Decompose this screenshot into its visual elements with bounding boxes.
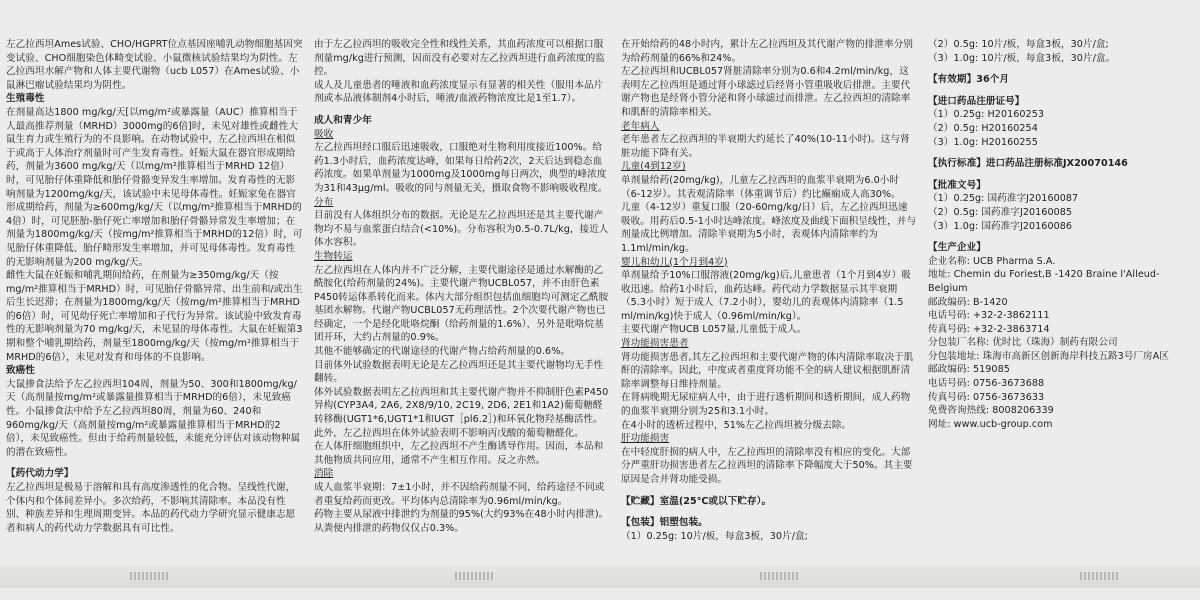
paragraph: 主要代谢产物UCB L057量,儿童低于成人。 xyxy=(621,324,807,336)
paragraph: 肾功能损害患者,其左乙拉西坦和主要代谢产物的体内清除率取决于肌酐的清除率。因此，中度或者重度肾功能不全的病人建议根据肌酐清除率调整每日维持剂量。 xyxy=(621,351,914,390)
print-mark xyxy=(760,572,800,580)
column-4 xyxy=(928,38,1194,558)
paragraph: 老年患者左乙拉西坦的半衰期大约延长了40%(10-11小时)。这与肾脏功能下降有关。 xyxy=(621,134,910,159)
subsection-heading: 婴儿和幼儿(1个月到4岁) xyxy=(621,256,728,268)
section-heading: 【有效期】36个月 xyxy=(928,74,1009,86)
paragraph: （1）0.25g: H20160253 xyxy=(928,109,1045,121)
paragraph: 大鼠掺食法给予左乙拉西坦104周，剂量为50、300和1800mg/kg/天（高剂量按mg/m²或暴露量推算相当于MRHD的6倍），未见致癌性。小鼠掺食法中给予左乙拉西坦80周，剂量为60、240和960mg/kg/天（高剂量按mg/m²或暴露量推算相当于MRHD的2倍），未见致癌性。但由于给药剂量较低，未能充分评估对该动物种属的潜在致癌性。 xyxy=(6,378,301,458)
paragraph: 在人体肝细胞组织中，左乙拉西坦不产生酶诱导作用。因而，本品和其他物质共同应用，通常不产生相互作用。反之亦然。 xyxy=(314,441,604,466)
column-2 xyxy=(314,38,610,543)
section-heading: 成人和青少年 xyxy=(314,114,372,126)
print-mark xyxy=(455,572,495,580)
subsection-heading: 消除 xyxy=(314,468,334,480)
section-heading: 【进口药品注册证号】 xyxy=(928,95,1025,107)
paragraph: 地址: Chemin du Foriest,B -1420 Braine l'Alleud-Belgium xyxy=(928,269,1160,294)
paragraph: （1）0.25g: 10片/板，每盒3板，30片/盒; xyxy=(621,530,808,542)
paragraph: 分包装厂名称: 优时比（珠海）制药有限公司 xyxy=(928,337,1118,349)
subsection-heading: 肾功能损害患者 xyxy=(621,338,689,350)
paragraph: 网址: www.ucb-group.com xyxy=(928,418,1053,430)
paragraph: 儿童（4-12岁）重复口服（20-60mg/kg/日）后，左乙拉西坦迅速吸收。用药后0.5-1小时达峰浓度。峰浓度及曲线下面积呈线性，并与剂量成比例增加。清除半衰期为5小时，表观体内清除率约为1.1ml/min/kg。 xyxy=(621,202,917,254)
paragraph-gap xyxy=(928,87,1194,95)
paragraph: 成人血浆半衰期：7±1小时，并不因给药剂量不同，给药途径不同或者重复给药而更改。平均体内总清除率为0.96ml/min/kg。 xyxy=(314,482,605,507)
paragraph: 单剂量给药(20mg/kg)，儿童左乙拉西坦的血浆半衰期为6.0小时（6-12岁）。其表观清除率（体重调节后）约比癫痫成人高30%。 xyxy=(621,174,901,200)
paragraph-gap xyxy=(928,65,1194,73)
subsection-heading: 生物转运 xyxy=(314,250,353,262)
paragraph: （3）1.0g: 国药准字J20160086 xyxy=(928,220,1073,232)
section-heading: 【包装】铝塑包装。 xyxy=(621,517,708,529)
column-1 xyxy=(6,38,304,543)
paragraph: 药物主要从尿液中排泄约为剂量的95%(大约93%在48小时内排泄)。从粪便内排泄的药物仅仅占0.3%。 xyxy=(314,509,609,534)
paragraph-gap xyxy=(928,149,1194,157)
subsection-heading: 分布 xyxy=(314,196,334,208)
section-heading: 【执行标准】进口药品注册标准JX20070146 xyxy=(928,158,1128,170)
paragraph: （2）0.5g: H20160254 xyxy=(928,122,1038,134)
column-3 xyxy=(621,38,917,558)
paragraph: 传真号码: +32-2-3863714 xyxy=(928,323,1050,335)
paragraph: 成人及儿童患者的唾液和血药浓度显示有显著的相关性（服用本品片剂或本品液体制剂4小时后，唾液/血液药物浓度比是1至1.7）。 xyxy=(314,79,604,105)
paragraph: 在开始给药的48小时内，累计左乙拉西坦及其代谢产物的排泄率分别为给药剂量的66%和24%。 xyxy=(621,39,913,64)
paragraph: （1）0.25g: 国药准字J20160087 xyxy=(928,193,1079,205)
paragraph: 雌性大鼠在妊娠和哺乳期间给药，在剂量为≥350mg/kg/天（按mg/m²推算相当于MRHD）时，可见胎仔骨骼异常、出生前和/或出生后生长迟滞；在剂量为1800mg/kg/天（按mg/m²推算相当于MRHD的6倍）时，可见幼仔死亡率增加和子代行为异常。该试验中致发育毒性的无影响剂量为70 mg/kg/天，未见显的母体毒性。大鼠在妊娠第3期和整个哺乳期给药，剂量至1800mg/kg/天（按mg/m²推算相当于MRHD的6倍），未见对发育和母体的不良影响。 xyxy=(6,270,303,363)
paragraph-gap xyxy=(621,508,917,516)
paragraph: 在4小时的透析过程中，51%左乙拉西坦被分级去除。 xyxy=(621,419,852,431)
paragraph: 体外试验数据表明左乙拉西坦和其主要代谢产物并不抑制肝色素P450异构(CYP3A4, 2A6, 2X8/9/10, 2C19, 2D6, 2E1和1A2)葡萄糖醛转移酶(UGT1*6,UGT1*1和UGT［pl6.2］)和环氧化物羟基酶活性。此外，左乙拉西坦在体外试验表明不影响丙戊酸的葡萄糖醛化。 xyxy=(314,386,609,439)
paragraph: 由于左乙拉西坦的吸收完全性和线性关系，其血药浓度可以根据口服剂量mg/kg进行预测，因而没有必要对左乙拉西坦进行血药浓度的监控。 xyxy=(314,39,605,78)
paragraph: （2）0.5g: 国药准字J20160085 xyxy=(928,206,1073,218)
print-mark xyxy=(1080,572,1120,580)
paragraph: 在剂量高达1800 mg/kg/天[以mg/m²或暴露量（AUC）推算相当于人最高推荐剂量（MRHD）3000mg的6倍]时，未见对雄性或雌性大鼠生育力或生殖行为的不良影响。在动物试验中，左乙拉西坦在相似于或高于人体治疗剂量时可产生发育毒性。妊娠大鼠在器官形成期给药，剂量为3600 mg/kg/天（以mg/m²推算相当于MRHD 12倍）时，可见胎仔体重降低和胎仔骨骼变异发生率增加。发育毒性的无影响剂量为1200mg/kg/天，该试验中未见母体毒性。妊娠家兔在器官形成期给药，剂量为≥600mg/kg/天（以mg/m²推算相当于MRHD的4倍）时，可见胚胎-胎仔死亡率增加和胎仔骨骼异常发生率增加；在剂量为1800mg/kg/天（按mg/m²推算相当于MRHD的12倍）时，可见胎仔体重降低、胎仔畸形发生率增加，并可见母体毒性。发育毒性的无影响剂量为200 mg/kg/天。 xyxy=(6,106,303,268)
paragraph: 左乙拉西坦是极易于溶解和具有高度渗透性的化合物。呈线性代谢，个体内和个体间差异小。多次给药，不影响其清除率。本品没有性别、种族差异和生理周期变异。本品的药代动力学研究显示健康志愿者和病人的药代动力学数据具有可比性。 xyxy=(6,482,296,534)
section-heading: 生殖毒性 xyxy=(6,93,45,105)
print-mark xyxy=(130,572,170,580)
paragraph: 单剂量给予10%口服溶液(20mg/kg)后,儿童患者（1个月到4岁）吸收迅速。给药1小时后，血药达峰。药代动力学数据显示其半衰期（5.3小时）短于成人（7.2小时），婴幼儿的表观体内清除率（1.5 ml/min/kg)快于成人（0.96ml/min/kg）。 xyxy=(621,270,911,322)
paragraph-gap xyxy=(928,233,1194,241)
paragraph: 传真号码: 0756-3673633 xyxy=(928,391,1045,403)
subsection-heading: 肝功能损害 xyxy=(621,433,670,445)
section-heading: 致癌性 xyxy=(6,365,35,377)
paragraph-gap xyxy=(6,459,304,467)
paragraph: 左乙拉西坦和UCBL057肾脏清除率分别为0.6和4.2ml/min/kg，这表明左乙拉西坦是通过肾小球滤过后经肾小管重吸收后排泄。主要代谢产物也是经肾小管分泌和肾小球滤过而排泄。左乙拉西坦的清除率和肌酐的清除率相关。 xyxy=(621,66,911,118)
section-heading: 【批准文号】 xyxy=(928,179,986,191)
paragraph: 免费咨询热线: 8008206339 xyxy=(928,405,1054,417)
page-bottom-edge xyxy=(0,566,1200,588)
subsection-heading: 儿童(4到12岁) xyxy=(621,161,686,173)
paragraph-gap xyxy=(314,106,610,114)
paragraph: 左乙拉西坦经口服后迅速吸收，口服绝对生物利用度接近100%。给药1.3小时后，血药浓度达峰，如果每日给药2次，2天后达到稳态血药浓度。如果单剂量为1000mg及1000mg每日两次，典型的峰浓度为31和43μg/ml。吸收的同与剂量无关，摄取食物不影响吸收程度。 xyxy=(314,142,608,194)
paragraph: 企业名称: UCB Pharma S.A. xyxy=(928,255,1056,267)
subsection-heading: 老年病人 xyxy=(621,120,660,132)
section-heading: 【药代动力学】 xyxy=(6,468,74,480)
paragraph: 目前没有人体组织分布的数据。无论是左乙拉西坦还是其主要代谢产物均不易与血浆蛋白结合(<10%)。分布容积为0.5-0.7L/kg，接近人体水容积。 xyxy=(314,210,609,249)
section-heading: 【生产企业】 xyxy=(928,242,986,254)
paragraph: 电话号码: 0756-3673688 xyxy=(928,378,1045,390)
paragraph: 邮政编码: B-1420 xyxy=(928,296,1008,308)
paragraph: 在中轻度肝损的病人中，左乙拉西坦的清除率没有相应的变化。大部分严重肝功损害患者左乙拉西坦的清除率下降幅度大于50%。其主要原因是合并肾功能受损。 xyxy=(621,446,913,485)
paragraph: 左乙拉西坦Ames试验、CHO/HGPRT位点基因座哺乳动物细胞基因突变试验、CHO细胞染色体畸变试验、小鼠微核试验结果均为阴性。左乙拉西坦水解产物和人体主要代谢物（ucb L057）在Ames试验、小鼠淋巴瘤试验结果均为阴性。 xyxy=(6,39,303,91)
paragraph: 电话号码: +32-2-3862111 xyxy=(928,310,1050,322)
paragraph: 目前体外试验数据表明无论是左乙拉西坦还是其主要代谢物均无手性翻转。 xyxy=(314,359,604,385)
paragraph: 在肾病晚期无尿症病人中，由于进行透析期间和透析期间，成人药物的血浆半衰期分别为25和3.1小时。 xyxy=(621,392,911,418)
paragraph: （3）1.0g: H20160255 xyxy=(928,136,1038,148)
paragraph: （3）1.0g: 10片/板，每盒3板，30片/盒。 xyxy=(928,52,1116,64)
paragraph: （2）0.5g: 10片/板，每盒3板，30片/盒; xyxy=(928,39,1109,50)
paragraph-gap xyxy=(621,487,917,495)
subsection-heading: 吸收 xyxy=(314,128,334,140)
paragraph: 其他不能够确定的代谢途径的代谢产物占给药剂量的0.6%。 xyxy=(314,346,571,358)
paragraph-gap xyxy=(928,171,1194,179)
paragraph: 分包装地址: 珠海市高新区创新海岸科技五路3号厂房A区 xyxy=(928,350,1169,362)
paragraph: 左乙拉西坦在人体内并不广泛分解，主要代谢途径是通过水解酶的乙酰胺化(给药剂量的24%)。主要代谢产物UCBL057，并不由肝色素P450转运体系转化而来。体内大部分组织包括血细胞均可测定乙酰胺基团水解物。代谢产物UCBL057无药理活性。2个次要代谢产物也已经确定，一个是经化吡咯烷酮（给药剂量的1.6%），另外是吡咯烷基团开环，大约占剂量的0.9%。 xyxy=(314,264,609,344)
paragraph: 邮政编码: 519085 xyxy=(928,364,1010,376)
section-heading: 【贮藏】室温(25℃或以下贮存）。 xyxy=(621,495,772,507)
